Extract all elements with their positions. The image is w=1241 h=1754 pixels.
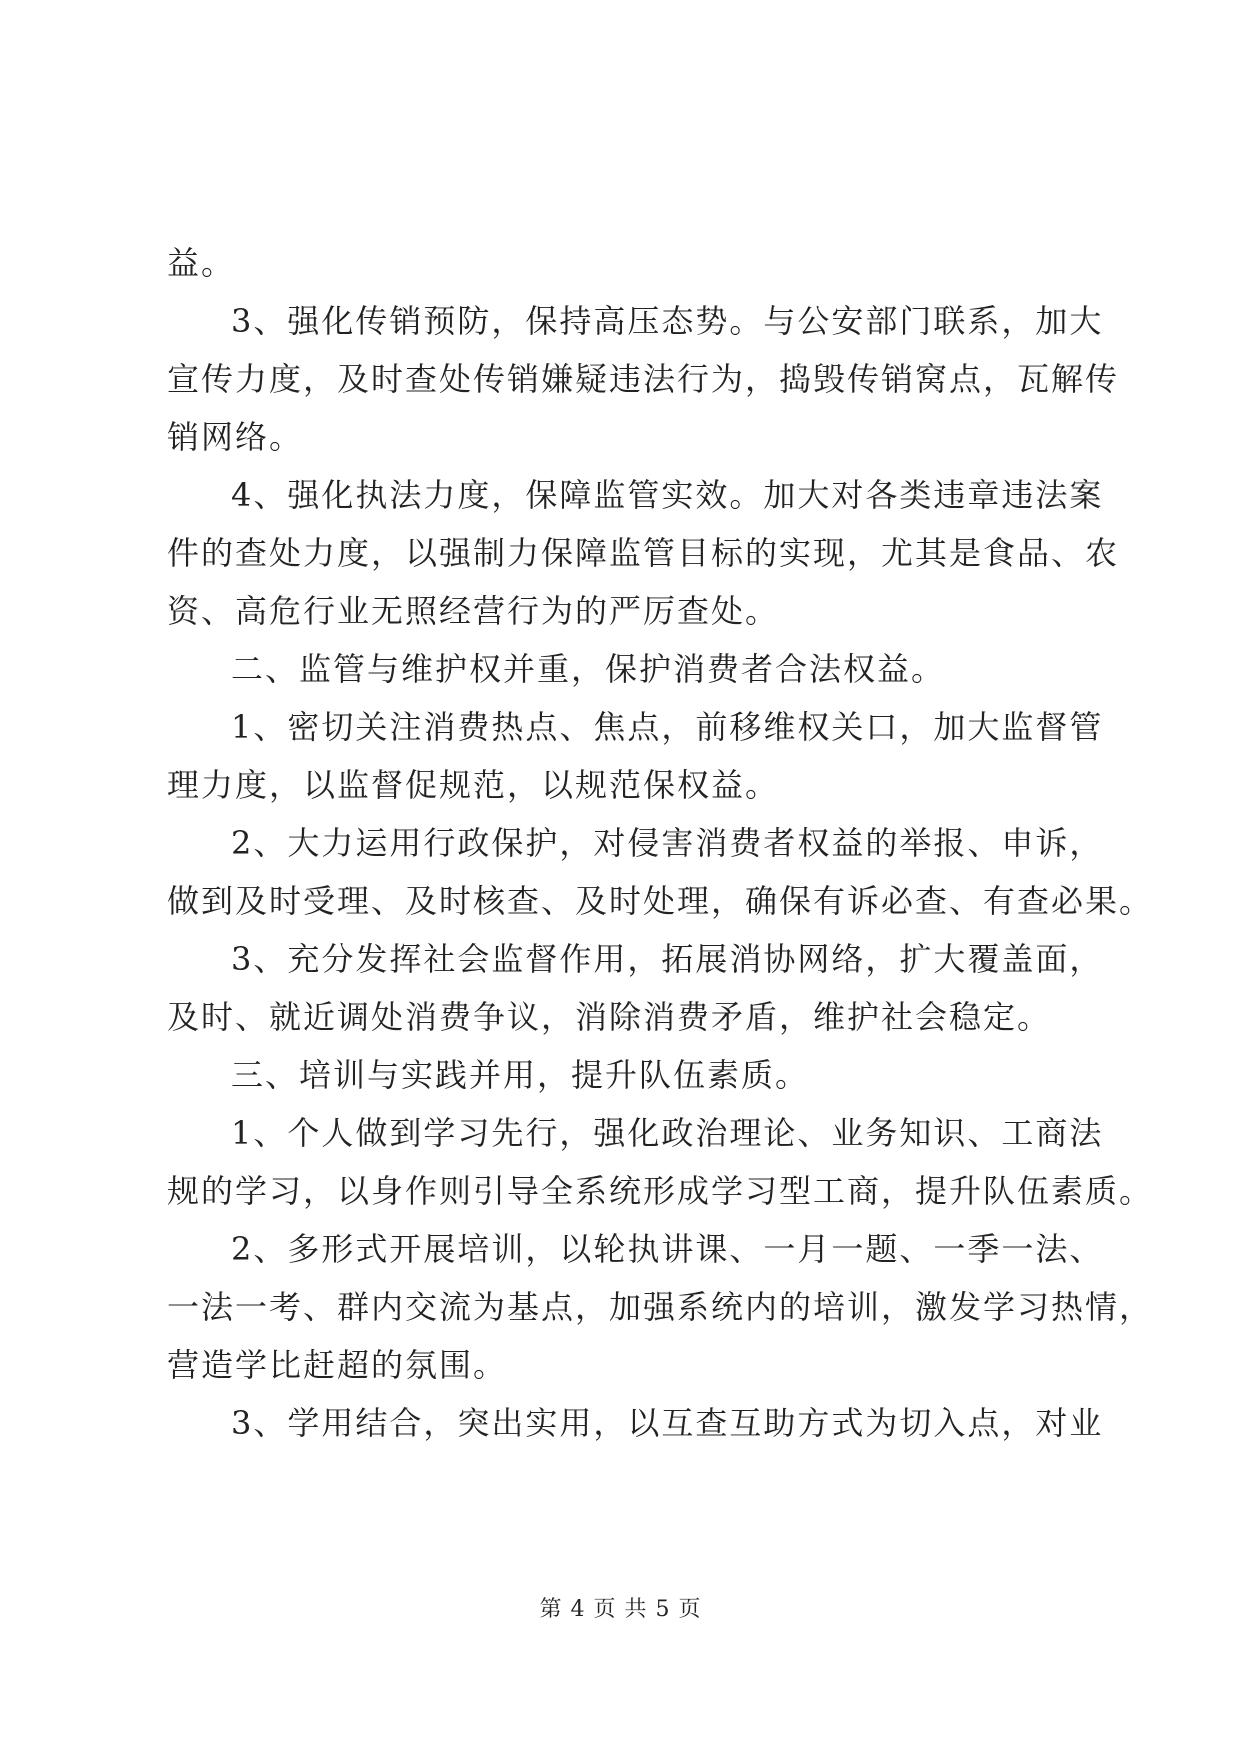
text-line: 销网络。: [167, 418, 304, 456]
section-heading: 二、监管与维护权并重，保护消费者合法权益。: [231, 650, 946, 688]
text-line: 1、密切关注消费热点、焦点，前移维权关口，加大监督管: [231, 708, 1104, 746]
section-heading: 三、培训与实践并用，提升队伍素质。: [231, 1056, 810, 1094]
text-line: 资、高危行业无照经营行为的严厉查处。: [167, 592, 780, 630]
text-line: 3、强化传销预防，保持高压态势。与公安部门联系，加大: [231, 302, 1104, 340]
text-line: 理力度，以监督促规范，以规范保权益。: [167, 766, 780, 804]
text-line: 规的学习，以身作则引导全系统形成学习型工商，提升队伍素质。: [167, 1172, 1154, 1210]
text-line: 营造学比赶超的氛围。: [167, 1346, 508, 1384]
text-line: 一法一考、群内交流为基点，加强系统内的培训，激发学习热情，: [167, 1288, 1154, 1326]
text-line: 4、强化执法力度，保障监管实效。加大对各类违章违法案: [231, 476, 1104, 514]
text-line: 2、多形式开展培训，以轮执讲课、一月一题、一季一法、: [231, 1230, 1104, 1268]
page-number-footer: 第 4 页 共 5 页: [539, 1597, 702, 1622]
text-line: 3、学用结合，突出实用，以互查互助方式为切入点，对业: [231, 1404, 1104, 1442]
text-line: 宣传力度，及时查处传销嫌疑违法行为，捣毁传销窝点，瓦解传: [167, 360, 1120, 398]
text-line: 益。: [167, 244, 236, 282]
text-line: 做到及时受理、及时核查、及时处理，确保有诉必查、有查必果。: [167, 882, 1154, 920]
text-line: 3、充分发挥社会监督作用，拓展消协网络，扩大覆盖面，: [231, 940, 1104, 978]
text-line: 件的查处力度，以强制力保障监管目标的实现，尤其是食品、农: [167, 534, 1120, 572]
text-line: 2、大力运用行政保护，对侵害消费者权益的举报、申诉，: [231, 824, 1104, 862]
text-line: 及时、就近调处消费争议，消除消费矛盾，维护社会稳定。: [167, 998, 1052, 1036]
text-line: 1、个人做到学习先行，强化政治理论、业务知识、工商法: [231, 1114, 1104, 1152]
